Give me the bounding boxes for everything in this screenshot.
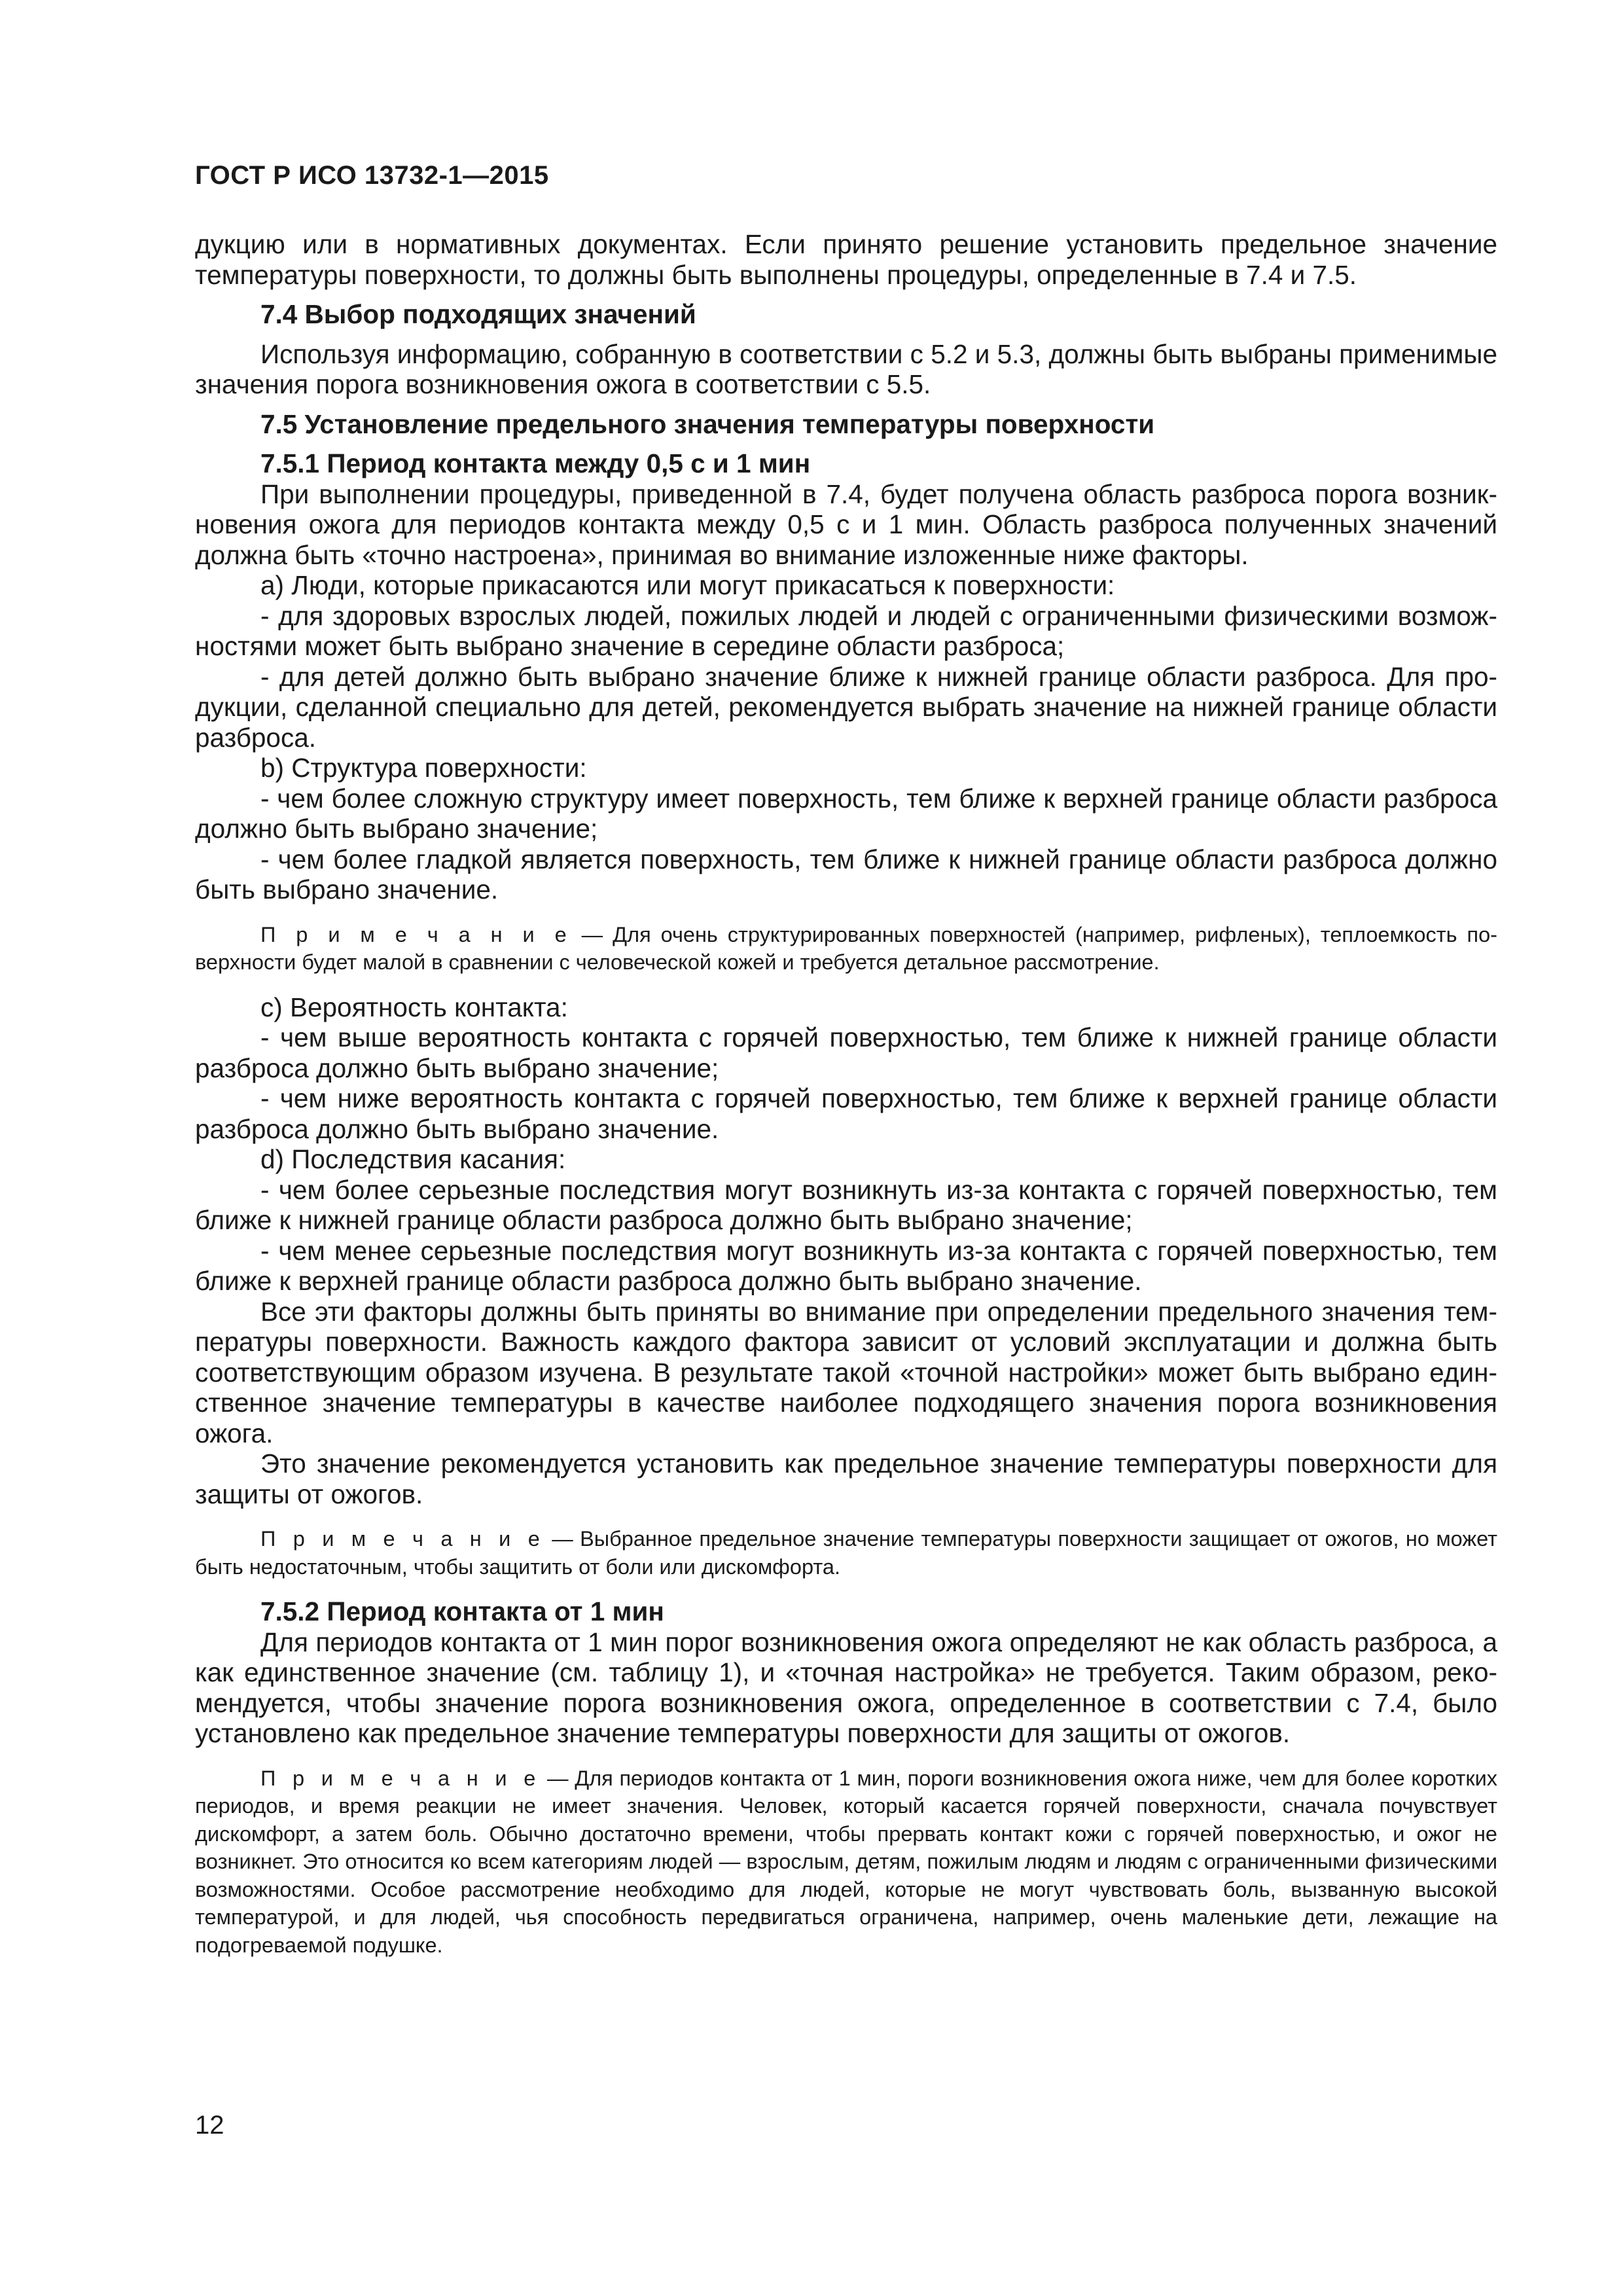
- section-heading-7-5: 7.5 Установление предельного значения температуры поверхности: [260, 408, 1155, 439]
- list-item-d: d) Последствия касания:: [260, 1144, 566, 1174]
- list-item-c-1: - чем выше вероятность контакта с горячей поверхностью, тем ближе к нижней границе области разброса должно быть выбрано значение;: [195, 1022, 1497, 1083]
- note-label: П р и м е ч а н и е: [260, 1527, 545, 1551]
- paragraph-7-4: Используя информацию, собранную в соответствии с 5.2 и 5.3, должны быть выбраны применимые значения порога возникновения ожога в соответствии с 5.5.: [195, 338, 1497, 399]
- paragraph-7-5-2: Для периодов контакта от 1 мин порог возникновения ожога определяют не как область разброса, а как единственное значение (см. таблицу 1), и «точная настройка» не требуется. Таким образом, рекомендуется, чтобы значение порога возникновения ожога, определенное в соответствии с 7.4, было установлено как предельное значение температуры поверхности для защиты от ожогов.: [195, 1626, 1497, 1748]
- list-item-a: a) Люди, которые прикасаются или могут прикасаться к поверхности:: [260, 570, 1115, 600]
- note-text: — Для периодов контакта от 1 мин, пороги возникновения ожога ниже, чем для более коротких периодов, и время реакции не имеет значения. Человек, который касается горячей поверхности, сначала почувствует дискомфорт, а затем боль. Обычно достаточно времени, чтобы прервать контакт кожи с горячей поверхностью, и ожог не возникнет. Это относится ко всем категориям людей — взрослым, детям, пожилым людям и людям с ограниченными физическими возможностями. Особое рассмотрение необходимо для людей, которые не могут чувствовать боль, вызванную высокой температурой, и для людей, чья способность передвигаться ограничена, например, очень маленькие дети, лежащие на подогреваемой подушке.: [195, 1766, 1497, 1957]
- section-heading-7-4: 7.4 Выбор подходящих значений: [260, 299, 696, 329]
- note-text: — Выбранное предельное значение температуры поверхности защищает от ожогов, но может быть недостаточным, чтобы защитить от боли или дискомфорта.: [195, 1527, 1498, 1579]
- note-1: [195, 921, 1497, 977]
- document-body: [195, 229, 1497, 1975]
- paragraph-recommend: Это значение рекомендуется установить как предельное значение температуры поверхности для защиты от ожогов.: [195, 1448, 1497, 1509]
- list-item-d-1: - чем более серьезные последствия могут возникнуть из-за контакта с горячей поверхностью, тем ближе к нижней границе области разброса должно быть выбрано значение;: [195, 1174, 1497, 1235]
- subsection-heading-7-5-2: 7.5.2 Период контакта от 1 мин: [260, 1596, 664, 1626]
- note-label: П р и м е ч а н и е: [260, 1766, 541, 1790]
- list-item-d-2: - чем менее серьезные последствия могут возникнуть из-за контакта с горячей поверхностью, тем ближе к верхней границе области разброса должно быть выбрано значение.: [195, 1235, 1497, 1296]
- note-3: [195, 1765, 1497, 1960]
- list-item-b-2: - чем более гладкой является поверхность, тем ближе к нижней границе области разброса должно быть выбрано значение.: [195, 844, 1497, 905]
- list-item-b: b) Структура поверхности:: [260, 753, 587, 783]
- page-number: 12: [195, 2111, 224, 2140]
- list-item-a-2: - для детей должно быть выбрано значение ближе к нижней границе области разброса. Для продукции, сделанной специально для детей, рекомендуется выбрать значение на нижней границе области разброса.: [195, 661, 1497, 753]
- list-item-c: c) Вероятность контакта:: [260, 992, 568, 1022]
- list-item-c-2: - чем ниже вероятность контакта с горячей поверхностью, тем ближе к верхней границе области разброса должно быть выбрано значение.: [195, 1083, 1497, 1144]
- note-label: П р и м е ч а н и е: [260, 922, 572, 946]
- note-text: — Для очень структурированных поверхностей (например, рифленых), теплоемкость поверхности будет малой в сравнении с человеческой кожей и требуется детальное рассмотрение.: [195, 922, 1497, 974]
- document-header: ГОСТ Р ИСО 13732-1—2015: [195, 161, 549, 190]
- note-2: [195, 1525, 1497, 1581]
- paragraph-factors: Все эти факторы должны быть приняты во внимание при определении предельного значения температуры поверхности. Важность каждого фактора зависит от условий эксплуатации и должна быть соответствующим образом изучена. В результате такой «точной настройки» может быть выбрано единственное значение температуры в качестве наиболее подходящего значения порога возникновения ожога.: [195, 1296, 1497, 1448]
- list-item-b-1: - чем более сложную структуру имеет поверхность, тем ближе к верхней границе области разброса должно быть выбрано значение;: [195, 783, 1497, 844]
- subsection-heading-7-5-1: 7.5.1 Период контакта между 0,5 с и 1 мин: [260, 448, 811, 478]
- paragraph-7-5-1: При выполнении процедуры, приведенной в 7.4, будет получена область разброса порога возникновения ожога для периодов контакта между 0,5 с и 1 мин. Область разброса полученных значений должна быть «точно настроена», принимая во внимание изложенные ниже факторы.: [195, 478, 1497, 570]
- list-item-a-1: - для здоровых взрослых людей, пожилых людей и людей с ограниченными физическими возможностями может быть выбрано значение в середине области разброса;: [195, 600, 1497, 661]
- paragraph-intro: дукцию или в нормативных документах. Если принято решение установить предельное значение температуры поверхности, то должны быть выполнены процедуры, определенные в 7.4 и 7.5.: [195, 229, 1497, 290]
